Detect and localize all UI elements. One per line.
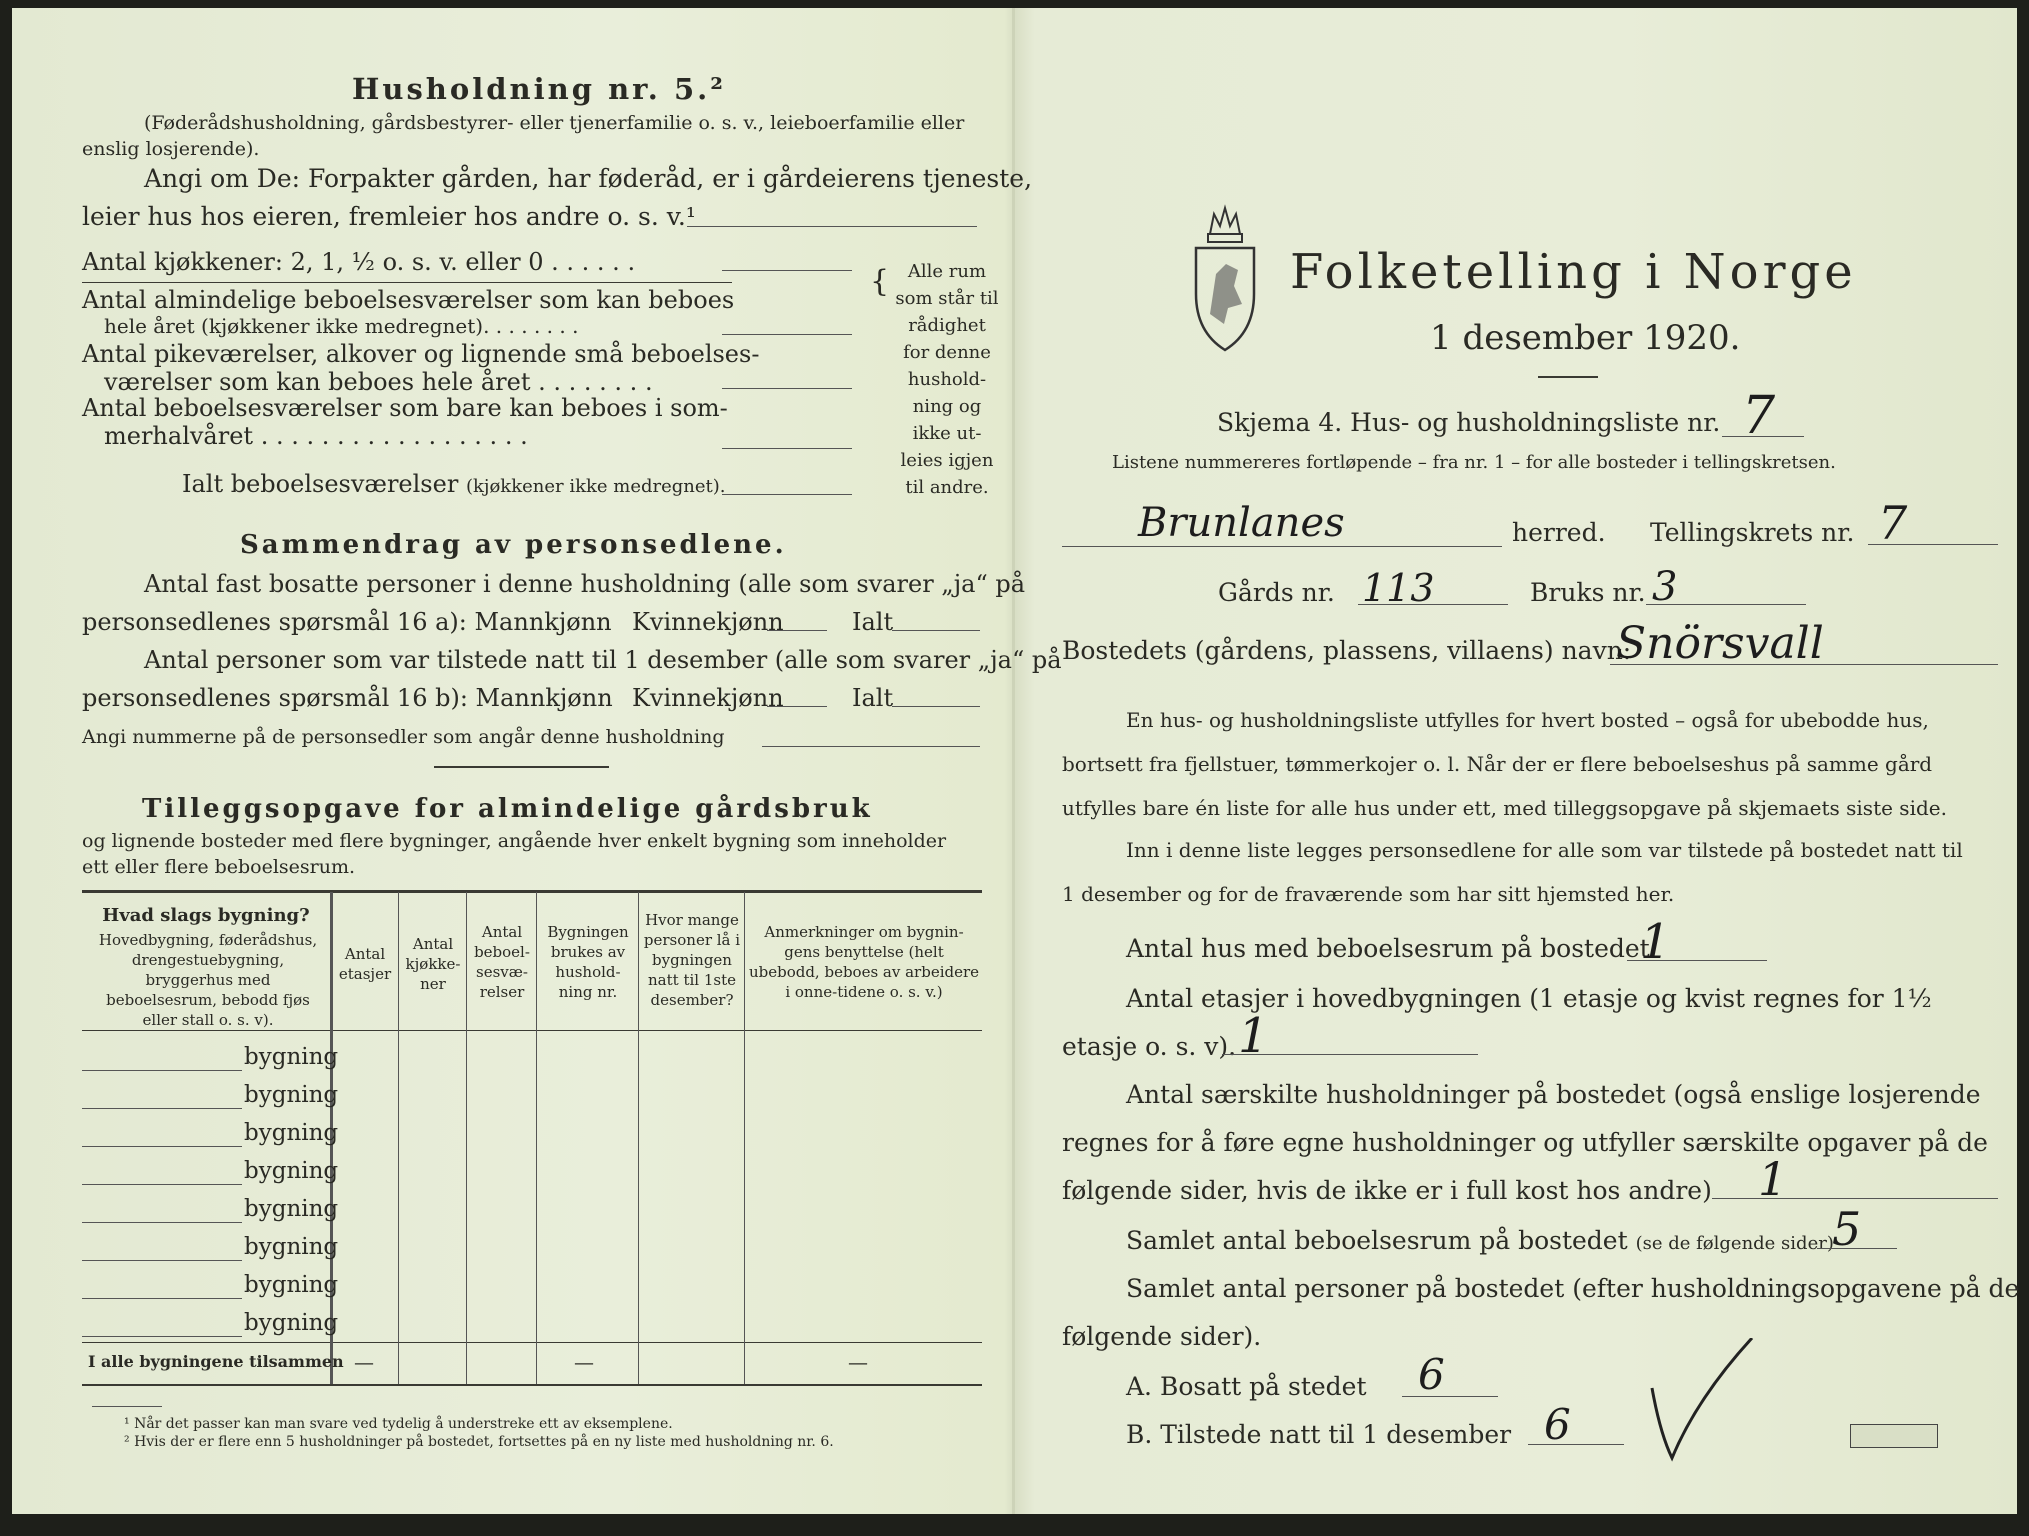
field-line xyxy=(767,630,827,631)
field-line xyxy=(1868,544,1998,545)
households-label-2: regnes for å føre egne husholdninger og utfyller særskilte opgaver på de xyxy=(1062,1128,1988,1157)
footnote-1: ¹ Når det passer kan man svare ved tydelig å understreke ett av eksemplene. xyxy=(124,1416,673,1432)
rooms-total-text: Samlet antal beboelsesrum på bostedet xyxy=(1126,1226,1628,1255)
summary-2-total: Ialt xyxy=(852,684,894,712)
schema-value: 7 xyxy=(1742,386,1776,446)
field-line xyxy=(722,494,852,495)
field-line xyxy=(1646,604,1806,605)
field-line xyxy=(762,746,980,747)
row-line xyxy=(82,1070,242,1071)
table-row: bygning xyxy=(244,1272,339,1298)
bosted-value: Snörsvall xyxy=(1616,618,1824,669)
table-row: bygning xyxy=(244,1044,339,1070)
rooms-total-value: 5 xyxy=(1832,1202,1862,1256)
form-date: 1 desember 1920. xyxy=(1430,318,1741,358)
etasjer-label-2: etasje o. s. v). xyxy=(1062,1032,1237,1061)
field-line xyxy=(1222,1054,1478,1055)
row-line xyxy=(82,1336,242,1337)
question-1a: Angi om De: Forpakter gården, har føderåd, er i gårdeierens tjeneste, xyxy=(144,164,1033,193)
table-row: bygning xyxy=(244,1310,339,1336)
field-line xyxy=(892,706,980,707)
answer-line xyxy=(687,226,977,227)
etasjer-value: 1 xyxy=(1238,1008,1269,1064)
summary-2a: Antal personer som var tilstede natt til 1 desember (alle som svarer „ja“ på xyxy=(144,646,1062,674)
census-sheet xyxy=(12,8,2020,1514)
side-note-line: som står til xyxy=(895,288,999,309)
rooms-ordinary-2: hele året (kjøkkener ikke medregnet). . . . . . . . xyxy=(104,314,579,338)
side-note-line: hushold- xyxy=(907,369,987,390)
supplement-title: Tilleggsopgave for almindelige gårdsbruk xyxy=(142,794,873,824)
households-value: 1 xyxy=(1758,1152,1788,1206)
left-page xyxy=(62,8,1062,1514)
gards-label: Gårds nr. xyxy=(1218,578,1335,607)
field-line xyxy=(722,270,852,271)
resident-value: 6 xyxy=(1418,1350,1445,1399)
list-note: Listene nummereres fortløpende – fra nr. 1 – for alle bosteder i tellingskretsen. xyxy=(1112,452,1836,473)
field-line xyxy=(767,706,827,707)
table-bottom xyxy=(82,1384,982,1386)
summary-1b: personsedlenes spørsmål 16 a): Mannkjønn xyxy=(82,608,612,636)
divider xyxy=(1538,376,1598,378)
printer-stamp xyxy=(1850,1424,1938,1448)
table-row: bygning xyxy=(244,1234,339,1260)
page-fold xyxy=(1012,8,1015,1514)
field-line xyxy=(1722,436,1804,437)
side-note-line: rådighet xyxy=(908,315,986,336)
field-line xyxy=(1062,546,1502,547)
summary-1-total: Ialt xyxy=(852,608,894,636)
households-label-1: Antal særskilte husholdninger på bostedet (også enslige losjerende xyxy=(1126,1080,1981,1109)
col-divider xyxy=(536,892,537,1384)
rooms-summer: Antal beboelsesværelser som bare kan beboes i som- xyxy=(82,394,728,422)
field-line xyxy=(1627,960,1767,961)
field-line xyxy=(1610,664,1998,665)
side-note-line: for denne xyxy=(903,342,991,363)
summary-2b: personsedlenes spørsmål 16 b): Mannkjønn xyxy=(82,684,613,712)
header-household: Bygningen brukes av hushold-ning nr. xyxy=(547,923,629,1001)
instruction-4: Inn i denne liste legges personsedlene for alle som var tilstede på bostedet natt til xyxy=(1126,838,1963,862)
rooms-total-label xyxy=(1126,1226,1834,1255)
household-note-2: enslig losjerende). xyxy=(82,138,260,160)
header-rooms: Antal beboel-sesvæ-relser xyxy=(474,923,530,1001)
instruction-2: bortsett fra fjellstuer, tømmerkojer o. l. Når der er flere beboelseshus på samme gård xyxy=(1062,752,1933,776)
herred-label: herred. xyxy=(1512,518,1606,547)
summary-1-female: Kvinnekjønn xyxy=(632,608,784,636)
bosted-label: Bostedets (gårdens, plassens, villaens) navn: xyxy=(1062,636,1632,665)
persons-label-1: Samlet antal personer på bostedet (efter husholdningsopgavene på de xyxy=(1126,1274,2020,1303)
row-line xyxy=(82,1108,242,1109)
table-row: bygning xyxy=(244,1120,339,1146)
brace: { xyxy=(870,264,890,299)
footnote-2: ² Hvis der er flere enn 5 husholdninger på bostedet, fortsettes på en ny liste med husholdning nr. 6. xyxy=(124,1434,834,1450)
check-mark-icon xyxy=(1642,1338,1762,1468)
households-label-3: følgende sider, hvis de ikke er i full kost hos andre) xyxy=(1062,1176,1712,1205)
instruction-5: 1 desember og for de fraværende som har sitt hjemsted her. xyxy=(1062,882,1675,906)
bruks-label: Bruks nr. xyxy=(1530,578,1646,607)
col-divider xyxy=(744,892,745,1384)
side-note-line: ikke ut- xyxy=(912,423,982,444)
rooms-maid-2: værelser som kan beboes hele året . . . . . . . . xyxy=(104,368,653,396)
col-divider xyxy=(466,892,467,1384)
header-floors: Antal etasjer xyxy=(338,945,392,983)
row-line xyxy=(82,1146,242,1147)
header-building-sub: Hovedbygning, føderådshus, drengestuebygning, bryggerhus med beboelsesrum, bebodd fjøs eller stall o. s. v). xyxy=(98,931,318,1029)
footnote-rule xyxy=(92,1406,162,1407)
divider xyxy=(434,766,609,768)
col-divider xyxy=(398,892,399,1384)
side-note-line: til andre. xyxy=(905,477,989,498)
krets-value: 7 xyxy=(1878,496,1908,550)
form-title: Folketelling i Norge xyxy=(1290,244,1857,300)
divider xyxy=(82,282,732,283)
header-building-type: Hvad slags bygning? xyxy=(102,905,310,926)
gards-value: 113 xyxy=(1362,566,1435,610)
row-line xyxy=(82,1260,242,1261)
instruction-3: utfylles bare én liste for alle hus under ett, med tilleggsopgave på skjemaets siste side. xyxy=(1062,796,1947,820)
table-top xyxy=(82,890,982,893)
bruks-value: 3 xyxy=(1652,564,1678,610)
herred-value: Brunlanes xyxy=(1138,500,1345,546)
total-rooms-label: Ialt beboelsesværelser xyxy=(182,470,459,498)
total-rooms-note: (kjøkkener ikke medregnet). xyxy=(465,476,726,497)
krets-label: Tellingskrets nr. xyxy=(1650,518,1855,547)
row-line xyxy=(82,1184,242,1185)
resident-label: A. Bosatt på stedet xyxy=(1126,1372,1367,1401)
side-note-line: Alle rum xyxy=(907,261,987,282)
household-title: Husholdning nr. 5.² xyxy=(352,72,726,106)
row-line xyxy=(82,1222,242,1223)
instruction-1: En hus- og husholdningsliste utfylles for hvert bosted – også for ubebodde hus, xyxy=(1126,708,1929,732)
right-page xyxy=(1042,8,2020,1514)
coat-of-arms-icon xyxy=(1188,204,1262,354)
schema-label: Skjema 4. Hus- og husholdningsliste nr. xyxy=(1217,408,1721,437)
side-note-line: leies igjen xyxy=(900,450,994,471)
total-dash: — xyxy=(848,1350,868,1374)
field-line xyxy=(1817,1248,1897,1249)
field-line xyxy=(722,334,852,335)
header-kitchens: Antal kjøkke-ner xyxy=(405,935,461,993)
header-persons: Hvor mange personer lå i bygningen natt til 1ste desember? xyxy=(643,911,741,1009)
field-line xyxy=(1358,604,1508,605)
rooms-summer-2: merhalvåret . . . . . . . . . . . . . . . . . . xyxy=(104,422,528,450)
field-line xyxy=(1712,1198,1998,1199)
row-line xyxy=(82,1298,242,1299)
persons-label-2: følgende sider). xyxy=(1062,1322,1262,1351)
rooms-kitchens: Antal kjøkkener: 2, 1, ½ o. s. v. eller 0 . . . . . . xyxy=(82,248,636,276)
rooms-total-note: (se de følgende sider) xyxy=(1635,1233,1834,1254)
summary-1a: Antal fast bosatte personer i denne husholdning (alle som svarer „ja“ på xyxy=(144,570,1026,598)
field-line xyxy=(1402,1396,1498,1397)
table-row: bygning xyxy=(244,1158,339,1184)
supplement-text-1: og lignende bosteder med flere bygninger, angående hver enkelt bygning som inneholder xyxy=(82,830,947,852)
question-1b: leier hus hos eieren, fremleier hos andre o. s. v.¹ xyxy=(82,202,696,231)
total-dash: — xyxy=(354,1350,374,1374)
side-note-line: ning og xyxy=(912,396,982,417)
col-divider xyxy=(638,892,639,1384)
table-row: bygning xyxy=(244,1196,339,1222)
field-line xyxy=(892,630,980,631)
table-header-line xyxy=(82,1030,982,1031)
present-value: 6 xyxy=(1544,1400,1571,1449)
total-rooms xyxy=(182,470,726,498)
rooms-ordinary: Antal almindelige beboelsesværelser som kan beboes xyxy=(82,286,735,314)
hus-value: 1 xyxy=(1640,914,1671,970)
rooms-maid: Antal pikeværelser, alkover og lignende små beboelses- xyxy=(82,340,760,368)
header-remarks: Anmerkninger om bygnin-gens benyttelse (helt ubebodd, beboes av arbeidere i onne-tidene o. s. v.) xyxy=(748,923,980,1001)
table-row: bygning xyxy=(244,1082,339,1108)
supplement-text-2: ett eller flere beboelsesrum. xyxy=(82,856,356,878)
total-dash: — xyxy=(574,1350,594,1374)
field-line xyxy=(1528,1444,1624,1445)
field-line xyxy=(722,388,852,389)
hus-label: Antal hus med beboelsesrum på bostedet xyxy=(1126,934,1650,963)
summary-2-female: Kvinnekjønn xyxy=(632,684,784,712)
table-total-line xyxy=(82,1342,982,1343)
present-label: B. Tilstede natt til 1 desember xyxy=(1126,1420,1512,1449)
side-note xyxy=(892,258,1002,501)
person-numbers: Angi nummerne på de personsedler som angår denne husholdning xyxy=(82,726,725,748)
household-note-1: (Føderådshusholdning, gårdsbestyrer- eller tjenerfamilie o. s. v., leieboerfamilie eller xyxy=(144,112,965,134)
summary-title: Sammendrag av personsedlene. xyxy=(240,530,787,560)
table-total-label: I alle bygningene tilsammen xyxy=(88,1352,344,1371)
field-line xyxy=(722,448,852,449)
etasjer-label-1: Antal etasjer i hovedbygningen (1 etasje og kvist regnes for 1½ xyxy=(1126,984,1932,1013)
